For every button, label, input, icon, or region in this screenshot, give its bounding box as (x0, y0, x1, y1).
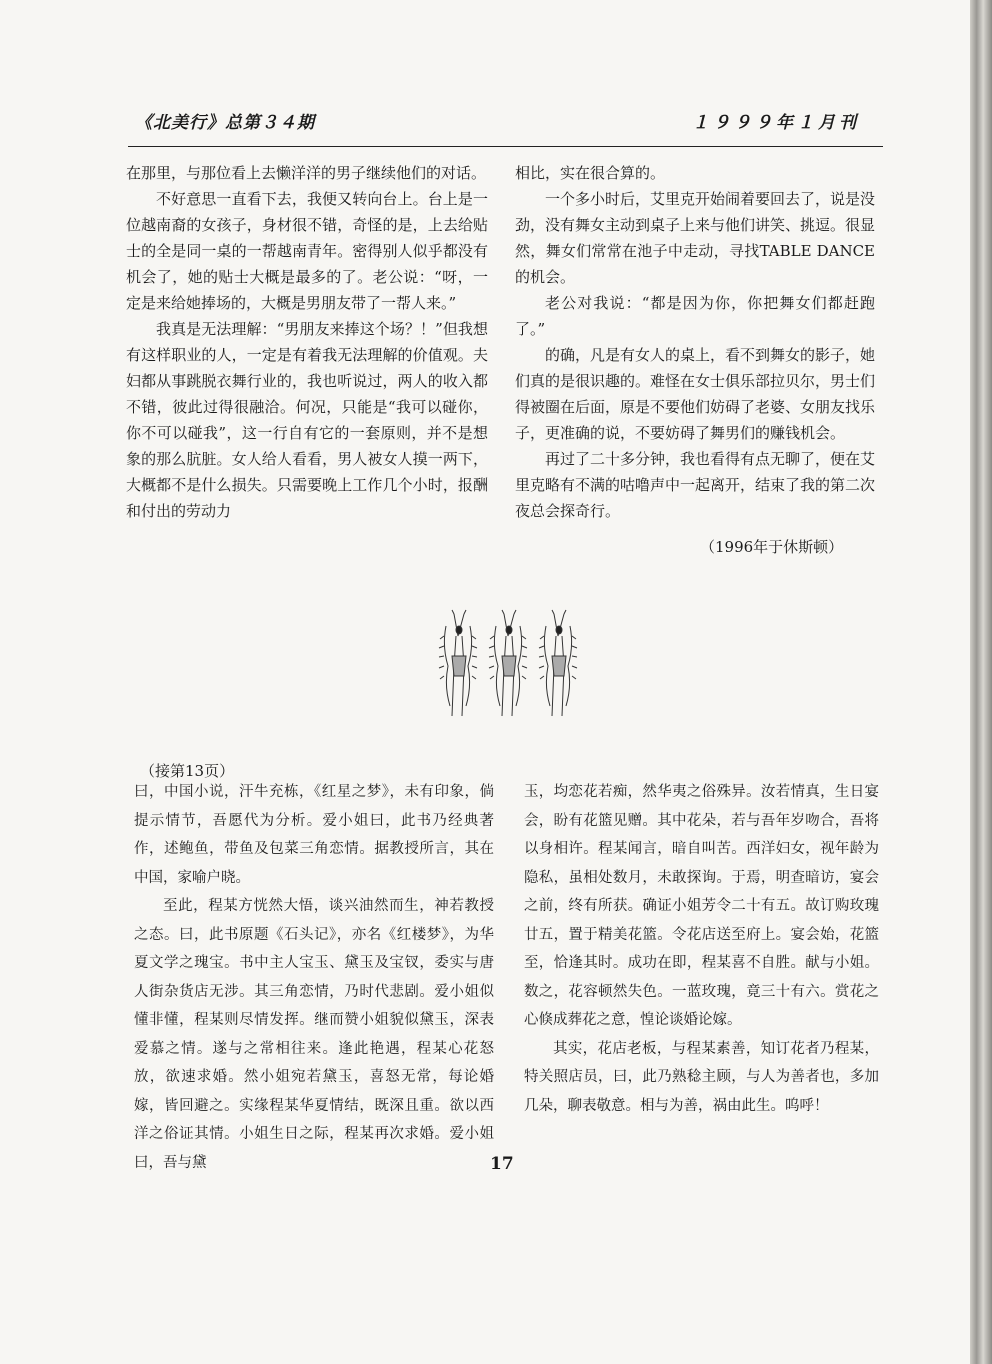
article-top-left-column (126, 160, 488, 524)
magazine-title: 《北美行》总第３４期 (135, 113, 315, 133)
article-top-right-column (515, 160, 875, 524)
paragraph: 再过了二十多分钟，我也看得有点无聊了，便在艾里克略有不满的咕噜声中一起离开，结束了我的第二次夜总会探奇行。 (515, 450, 876, 520)
article-bottom-left-column (134, 778, 494, 1177)
dancer-figure (439, 610, 477, 716)
dancer-figure (539, 610, 577, 716)
paragraph: 老公对我说：“都是因为你，你把舞女们都赶跑了。” (515, 294, 875, 338)
paragraph: 玉，均恋花若痴，然华夷之俗殊异。汝若情真，生日宴会，盼有花篮见赠。其中花朵，若与吾年岁吻合，吾将以身相许。程某闻言，暗自叫苦。西洋妇女，视年龄为隐私，虽相处数月，未敢探询。于焉，明查暗访，宴会之前，终有所获。确证小姐芳令二十有五。故订购玫瑰廿五，置于精美花篮。令花店送至府上。宴会始，花篮至，恰逢其时。成功在即，程某喜不自胜。献与小姐。数之，花容顿然失色。一蓝玫瑰，竟三十有六。赏花之心倏成葬花之意，惶论谈婚论嫁。 (524, 784, 879, 1028)
paragraph: 不好意思一直看下去，我便又转向台上。台上是一位越南裔的女孩子，身材很不错，奇怪的是，上去给贴士的全是同一桌的一帮越南青年。密得别人似乎都没有机会了，她的贴士大概是最多的了。老公说：“呀，一定是来给她捧场的，大概是男朋友带了一帮人来。” (126, 190, 488, 312)
paragraph: 在那里，与那位看上去懒洋洋的男子继续他们的对话。 (126, 164, 487, 182)
dancers-illustration (436, 606, 586, 724)
paragraph: 我真是无法理解：“男朋友来捧这个场？！”但我想有这样职业的人，一定是有着我无法理解的价值观。夫妇都从事跳脱衣舞行业的，我也听说过，两人的收入都不错，彼此过得很融洽。何况，只能是“我可以碰你，你不可以碰我”，这一行自有它的一套原则，并不是想象的那么肮脏。女人给人看看，男人被女人摸一两下，大概都不是什么损失。只需要晚上工作几个小时，报酬和付出的劳动力 (126, 320, 488, 520)
paragraph: 相比，实在很合算的。 (515, 164, 666, 182)
issue-date: １９９９年１月刊 (692, 113, 860, 133)
page-number: 17 (490, 1154, 514, 1174)
paragraph: 至此，程某方恍然大悟，谈兴油然而生，神若教授之态。曰，此书原题《石头记》，亦名《红楼梦》，为华夏文学之瑰宝。书中主人宝玉、黛玉及宝钗，委实与唐人街杂货店无涉。其三角恋情，乃时代悲剧。爱小姐似懂非懂，程某则尽情发挥。继而赞小姐貌似黛玉，深表爱慕之情。遂与之常相往来。逢此艳遇，程某心花怒放，欲速求婚。然小姐宛若黛玉，喜怒无常，每论婚嫁，皆回避之。实缘程某华夏情结，既深且重。欲以西洋之俗证其情。小姐生日之际，程某再次求婚。爱小姐曰，吾与黛 (134, 898, 494, 1171)
article-signature: （1996年于休斯顿） (700, 538, 844, 556)
header-rule (128, 146, 883, 147)
page-edge-shadow (970, 0, 992, 1364)
paragraph: 一个多小时后，艾里克开始闹着要回去了，说是没劲，没有舞女主动到桌子上来与他们讲笑、挑逗。很显然，舞女们常常在池子中走动，寻找TABLE DANCE 的机会。 (515, 190, 876, 286)
paragraph: 曰，中国小说，汗牛充栋，《红星之梦》，未有印象，倘提示情节，吾愿代为分析。爱小姐曰，此书乃经典著作，述鲍鱼，带鱼及包菜三角恋情。据教授所言，其在中国，家喻户晓。 (134, 784, 494, 886)
paragraph: 的确，凡是有女人的桌上，看不到舞女的影子，她们真的是很识趣的。难怪在女士俱乐部拉贝尔，男士们得被圈在后面，原是不要他们妨碍了老婆、女朋友找乐子，更准确的说，不要妨碍了舞男们的赚钱机会。 (515, 346, 876, 442)
article-bottom-right-column (524, 778, 879, 1120)
dancer-figure (489, 610, 527, 716)
continued-from-label: （接第13页） (140, 762, 235, 780)
running-header (135, 108, 860, 132)
paragraph: 其实，花店老板，与程某素善，知订花者乃程某，特关照店员，曰，此乃熟稔主顾，与人为善者也，多加几朵，聊表敬意。相与为善，祸由此生。呜呼！ (524, 1040, 879, 1114)
